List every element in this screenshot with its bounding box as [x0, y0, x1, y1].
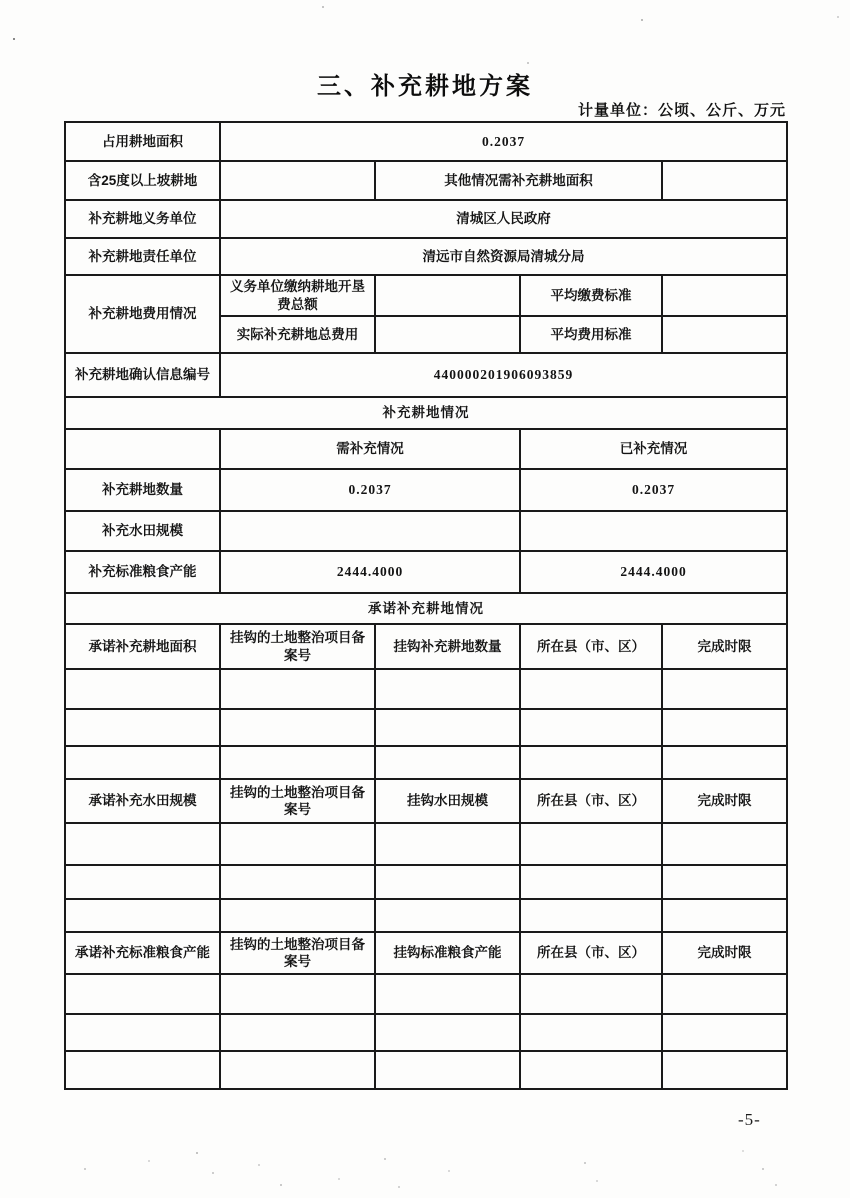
empty-cell [375, 1014, 520, 1051]
responsible-unit-value-cell: 清远市自然资源局清城分局 [220, 238, 787, 275]
promise-col-header-cell: 完成时限 [662, 779, 787, 823]
empty-cell [65, 899, 220, 932]
empty-cell [520, 865, 662, 899]
promise-col-header-cell: 承诺补充耕地面积 [65, 624, 220, 669]
situation-done-value-cell: 2444.4000 [520, 551, 787, 593]
promise-col-header-cell: 挂钩的土地整治项目备案号 [220, 932, 375, 974]
actual-total-cost-value-cell [375, 316, 520, 353]
empty-cell [520, 669, 662, 709]
avg-payment-standard-value-cell [662, 275, 787, 316]
empty-cell [220, 1051, 375, 1089]
need-column-header-cell: 需补充情况 [220, 429, 520, 469]
empty-cell [375, 899, 520, 932]
promise-col-header-cell: 所在县（市、区） [520, 779, 662, 823]
done-column-header-cell: 已补充情况 [520, 429, 787, 469]
slope-land-label-cell: 含25度以上坡耕地 [65, 161, 220, 200]
empty-cell [65, 669, 220, 709]
promise-col-header-cell: 承诺补充标准粮食产能 [65, 932, 220, 974]
empty-cell [375, 1051, 520, 1089]
empty-cell [520, 823, 662, 865]
obligation-unit-value-cell: 清城区人民政府 [220, 200, 787, 238]
page-title: 三、补充耕地方案 [317, 73, 533, 100]
empty-cell [662, 669, 787, 709]
empty-cell [520, 974, 662, 1014]
empty-cell [220, 823, 375, 865]
empty-cell [662, 823, 787, 865]
promise-col-header-cell: 挂钩补充耕地数量 [375, 624, 520, 669]
fee-situation-label-cell: 补充耕地费用情况 [65, 275, 220, 353]
other-need-area-value-cell [662, 161, 787, 200]
empty-cell [220, 709, 375, 746]
other-need-area-label-cell: 其他情况需补充耕地面积 [375, 161, 662, 200]
empty-cell [662, 1014, 787, 1051]
avg-cost-standard-value-cell [662, 316, 787, 353]
actual-total-cost-label-cell: 实际补充耕地总费用 [220, 316, 375, 353]
situation-row-label-cell: 补充耕地数量 [65, 469, 220, 511]
scan-noise [0, 0, 2, 2]
situation-done-value-cell [520, 511, 787, 551]
empty-cell [220, 1014, 375, 1051]
measurement-unit-note: 计量单位：公顷、公斤、万元 [577, 102, 786, 119]
promise-section-header-cell: 承诺补充耕地情况 [65, 593, 787, 624]
situation-need-value-cell: 0.2037 [220, 469, 520, 511]
empty-cell [520, 899, 662, 932]
responsible-unit-label-cell: 补充耕地责任单位 [65, 238, 220, 275]
promise-col-header-cell: 挂钩的土地整治项目备案号 [220, 624, 375, 669]
situation-need-value-cell [220, 511, 520, 551]
promise-col-header-cell: 承诺补充水田规模 [65, 779, 220, 823]
empty-cell [662, 974, 787, 1014]
promise-col-header-cell: 所在县（市、区） [520, 624, 662, 669]
occupied-area-value-cell: 0.2037 [220, 122, 787, 161]
empty-cell [375, 746, 520, 779]
situation-row-label-cell: 补充标准粮食产能 [65, 551, 220, 593]
empty-cell [220, 899, 375, 932]
confirm-info-number-label-cell: 补充耕地确认信息编号 [65, 353, 220, 397]
empty-cell [662, 709, 787, 746]
empty-cell [662, 746, 787, 779]
promise-col-header-cell: 所在县（市、区） [520, 932, 662, 974]
empty-cell [220, 669, 375, 709]
empty-cell [662, 1051, 787, 1089]
confirm-info-number-value-cell: 440000201906093859 [220, 353, 787, 397]
empty-cell [65, 974, 220, 1014]
empty-cell [65, 1051, 220, 1089]
empty-cell [520, 709, 662, 746]
supplement-farmland-plan-table [64, 121, 788, 1090]
situation-need-value-cell: 2444.4000 [220, 551, 520, 593]
slope-land-value-cell [220, 161, 375, 200]
fee-paid-total-value-cell [375, 275, 520, 316]
empty-cell [65, 709, 220, 746]
avg-payment-standard-label-cell: 平均缴费标准 [520, 275, 662, 316]
empty-cell [662, 899, 787, 932]
empty-cell [65, 746, 220, 779]
obligation-unit-label-cell: 补充耕地义务单位 [65, 200, 220, 238]
empty-cell [375, 865, 520, 899]
empty-cell [375, 974, 520, 1014]
empty-cell [520, 746, 662, 779]
empty-cell [65, 865, 220, 899]
empty-cell [65, 823, 220, 865]
empty-cell [220, 865, 375, 899]
promise-col-header-cell: 完成时限 [662, 624, 787, 669]
avg-cost-standard-label-cell: 平均费用标准 [520, 316, 662, 353]
situation-done-value-cell: 0.2037 [520, 469, 787, 511]
page-number: -5- [738, 1110, 761, 1129]
situation-row-label-cell: 补充水田规模 [65, 511, 220, 551]
situation-corner-empty-cell [65, 429, 220, 469]
empty-cell [662, 865, 787, 899]
promise-col-header-cell: 挂钩的土地整治项目备案号 [220, 779, 375, 823]
empty-cell [520, 1014, 662, 1051]
occupied-area-label-cell: 占用耕地面积 [65, 122, 220, 161]
empty-cell [65, 1014, 220, 1051]
empty-cell [220, 746, 375, 779]
situation-section-header-cell: 补充耕地情况 [65, 397, 787, 429]
empty-cell [520, 1051, 662, 1089]
empty-cell [220, 974, 375, 1014]
promise-col-header-cell: 挂钩水田规模 [375, 779, 520, 823]
empty-cell [375, 669, 520, 709]
empty-cell [375, 709, 520, 746]
promise-col-header-cell: 完成时限 [662, 932, 787, 974]
empty-cell [375, 823, 520, 865]
promise-col-header-cell: 挂钩标准粮食产能 [375, 932, 520, 974]
fee-paid-total-label-cell: 义务单位缴纳耕地开垦费总额 [220, 275, 375, 316]
